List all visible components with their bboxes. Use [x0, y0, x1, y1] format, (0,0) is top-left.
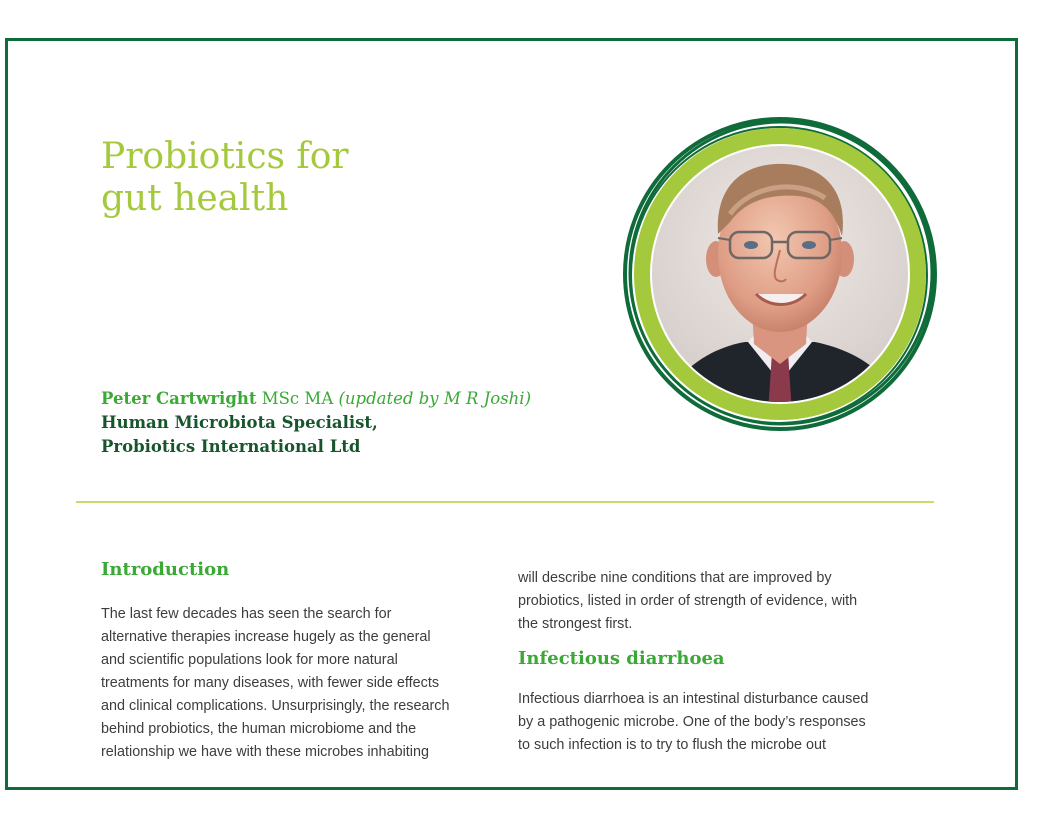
introduction-paragraph — [101, 603, 501, 764]
text-line: alternative therapies increase hugely as the general — [101, 629, 431, 645]
left-column — [101, 557, 501, 764]
infectious-diarrhoea-paragraph — [518, 688, 928, 757]
text-line: The last few decades has seen the search for — [101, 606, 392, 622]
author-name: Peter Cartwright — [101, 389, 257, 408]
right-column — [518, 567, 928, 757]
author-role-line-2: Probiotics International Ltd — [101, 437, 361, 456]
author-portrait — [620, 114, 940, 434]
text-line: to such infection is to try to flush the microbe out — [518, 737, 826, 753]
portrait-photo — [620, 114, 940, 434]
article-title — [101, 136, 349, 220]
text-line: probiotics, listed in order of strength of evidence, with — [518, 593, 858, 609]
author-line — [101, 387, 621, 411]
text-line: by a pathogenic microbe. One of the body’s responses — [518, 714, 866, 730]
introduction-heading: Introduction — [101, 559, 230, 580]
text-line: Infectious diarrhoea is an intestinal disturbance caused — [518, 691, 869, 707]
author-update-note: (updated by M R Joshi) — [338, 389, 532, 408]
title-line-1: Probiotics for — [101, 136, 349, 177]
text-line: the strongest first. — [518, 616, 633, 632]
continuation-paragraph — [518, 567, 928, 636]
author-byline — [101, 387, 621, 459]
title-line-2: gut health — [101, 178, 289, 219]
document-frame — [5, 38, 1018, 790]
section-divider — [76, 501, 934, 503]
author-role-line-1: Human Microbiota Specialist, — [101, 413, 378, 432]
text-line: behind probiotics, the human microbiome and the — [101, 721, 417, 737]
infectious-diarrhoea-heading: Infectious diarrhoea — [518, 648, 725, 669]
text-line: will describe nine conditions that are improved by — [518, 570, 832, 586]
author-qualifications: MSc MA — [261, 389, 334, 408]
text-line: and clinical complications. Unsurprisingly, the research — [101, 698, 450, 714]
text-line: relationship we have with these microbes inhabiting — [101, 744, 429, 760]
text-line: treatments for many diseases, with fewer side effects — [101, 675, 440, 691]
text-line: and scientific populations look for more natural — [101, 652, 398, 668]
